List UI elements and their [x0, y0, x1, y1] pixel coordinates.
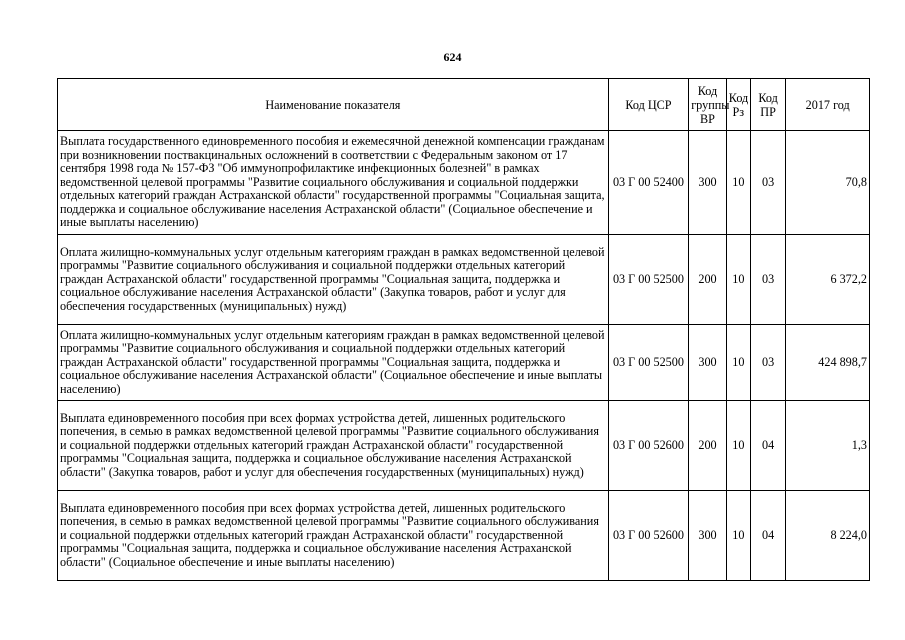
page-number: 624: [443, 50, 462, 64]
row-vr-code: 300: [689, 325, 727, 401]
row-vr-code: 200: [689, 235, 727, 325]
row-name: Выплата единовременного пособия при всех формах устройства детей, лишенных родительского попечения, в семью в рамках ведомственной целевой программы "Развитие социального обслуживания и социальной поддержки отдельных категорий граждан Астраханской области" государственной программы "Социальная защита, поддержка и социальное обслуживание населения Астраханской области" (Закупка товаров, работ и услуг для обеспечения государственных (муниципальных) нужд): [58, 401, 609, 491]
table-row: [58, 325, 870, 401]
header-rz-code: Код Рз: [726, 79, 750, 131]
row-amount: 8 224,0: [786, 491, 870, 581]
row-rz-code: 10: [726, 325, 750, 401]
table-row: [58, 491, 870, 581]
row-csr-code: 03 Г 00 52400: [608, 131, 688, 235]
header-year: 2017 год: [786, 79, 870, 131]
table-row: [58, 131, 870, 235]
row-vr-code: 300: [689, 491, 727, 581]
table-row: [58, 235, 870, 325]
row-amount: 6 372,2: [786, 235, 870, 325]
row-pr-code: 03: [750, 131, 786, 235]
row-csr-code: 03 Г 00 52500: [608, 325, 688, 401]
row-pr-code: 03: [750, 235, 786, 325]
table-header-row: [58, 79, 870, 131]
header-pr-code: Код ПР: [750, 79, 786, 131]
row-csr-code: 03 Г 00 52600: [608, 491, 688, 581]
row-amount: 424 898,7: [786, 325, 870, 401]
row-pr-code: 03: [750, 325, 786, 401]
row-rz-code: 10: [726, 401, 750, 491]
row-rz-code: 10: [726, 491, 750, 581]
row-name: Оплата жилищно-коммунальных услуг отдельным категориям граждан в рамках ведомственной целевой программы "Развитие социального обслуживания и социальной поддержки отдельных категорий граждан Астраханской области" государственной программы "Социальная защита, поддержка и социальное обслуживание населения Астраханской области" (Закупка товаров, работ и услуг для обеспечения государственных (муниципальных) нужд): [58, 235, 609, 325]
row-pr-code: 04: [750, 491, 786, 581]
row-name: Оплата жилищно-коммунальных услуг отдельным категориям граждан в рамках ведомственной целевой программы "Развитие социального обслуживания и социальной поддержки отдельных категорий граждан Астраханской области" государственной программы "Социальная защита, поддержка и социальное обслуживание населения Астраханской области" (Социальное обеспечение и иные выплаты населению): [58, 325, 609, 401]
row-amount: 70,8: [786, 131, 870, 235]
header-vr-code: Код группы ВР: [689, 79, 727, 131]
header-name: Наименование показателя: [58, 79, 609, 131]
budget-table: [57, 78, 870, 581]
row-rz-code: 10: [726, 131, 750, 235]
row-name: Выплата государственного единовременного пособия и ежемесячной денежной компенсации гражданам при возникновении поствакцинальных осложнений в соответствии с Федеральным законом от 17 сентября 1998 года № 157-ФЗ "Об иммунопрофилактике инфекционных болезней" в рамках ведомственной целевой программы "Развитие социального обслуживания и социальной поддержки отдельных категорий граждан Астраханской области" государственной программы "Социальная защита, поддержка и социальное обслуживание населения Астраханской области" (Социальное обеспечение и иные выплаты населению): [58, 131, 609, 235]
row-vr-code: 200: [689, 401, 727, 491]
table-row: [58, 401, 870, 491]
row-rz-code: 10: [726, 235, 750, 325]
row-amount: 1,3: [786, 401, 870, 491]
header-csr-code: Код ЦСР: [608, 79, 688, 131]
row-csr-code: 03 Г 00 52600: [608, 401, 688, 491]
row-pr-code: 04: [750, 401, 786, 491]
row-csr-code: 03 Г 00 52500: [608, 235, 688, 325]
row-vr-code: 300: [689, 131, 727, 235]
row-name: Выплата единовременного пособия при всех формах устройства детей, лишенных родительского попечения, в семью в рамках ведомственной целевой программы "Развитие социального обслуживания и социальной поддержки отдельных категорий граждан Астраханской области" государственной программы "Социальная защита, поддержка и социальное обслуживание населения Астраханской области" (Социальное обеспечение и иные выплаты населению): [58, 491, 609, 581]
